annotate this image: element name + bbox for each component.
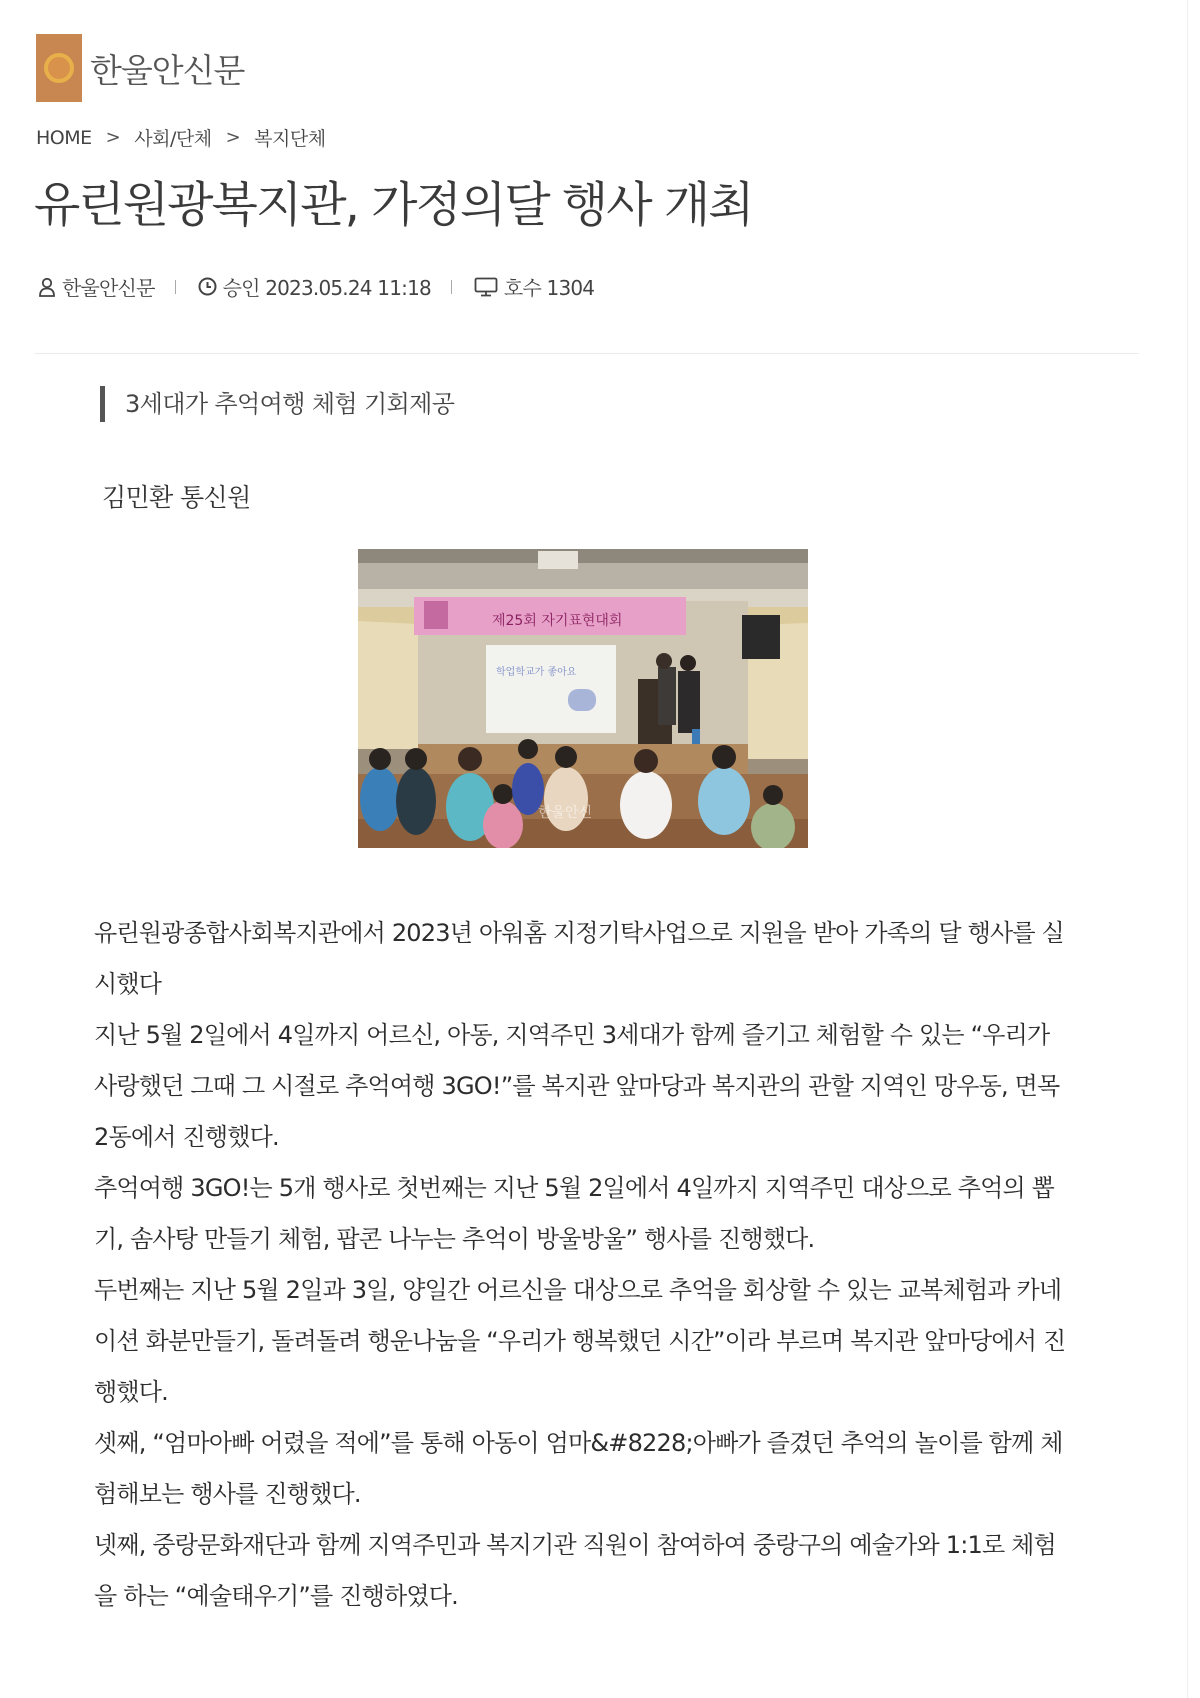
meta-approved (198, 272, 431, 301)
article-title: 유린원광복지관, 가정의달 행사 개최 (34, 177, 753, 233)
article-paragraph: 유린원광종합사회복지관에서 2023년 아워홈 지정기탁사업으로 지원을 받아 가족의 달 행사를 실시했다 (94, 919, 1064, 998)
meta-divider (175, 280, 176, 294)
meta-approved-text: 승인 2023.05.24 11:18 (222, 276, 431, 300)
scan-edge (1187, 0, 1188, 1698)
breadcrumb-section[interactable]: 사회/단체 (134, 128, 212, 150)
breadcrumb (36, 124, 326, 151)
breadcrumb-subsection[interactable]: 복지단체 (254, 128, 326, 150)
monitor-icon (474, 277, 498, 297)
article-byline: 김민환 통신원 (102, 483, 251, 512)
meta-author-text: 한울안신문 (62, 276, 155, 300)
photo-watermark: 한울안신 (538, 805, 593, 821)
article-subtitle: 3세대가 추억여행 체험 기회제공 (100, 386, 454, 422)
meta-divider (451, 280, 452, 294)
meta-issue-text: 호수 1304 (503, 276, 595, 300)
user-icon (38, 277, 56, 297)
meta-author (38, 272, 155, 301)
breadcrumb-home[interactable]: HOME (36, 126, 92, 149)
site-logo[interactable] (36, 34, 244, 102)
header-divider (34, 353, 1139, 354)
article-photo (358, 549, 808, 848)
logo-emblem-icon (36, 34, 82, 102)
meta-issue (474, 272, 594, 301)
logo-text: 한울안신문 (90, 50, 245, 90)
chevron-right-icon: > (105, 127, 121, 148)
screen-text: 학업학교가 좋아요 (496, 667, 577, 678)
event-photo-illustration (358, 549, 808, 848)
article-body (94, 908, 1070, 1622)
article-paragraph: 셋째, “엄마아빠 어렸을 적에”를 통해 아동이 엄마&#8228;아빠가 즐겼던 추억의 놀이를 함께 체험해보는 행사를 진행했다. (94, 1429, 1063, 1508)
article-paragraph: 넷째, 중랑문화재단과 함께 지역주민과 복지기관 직원이 참여하여 중랑구의 예술가와 1:1로 체험을 하는 “예술태우기”를 진행하였다. (94, 1531, 1056, 1610)
article-paragraph: 추억여행 3GO!는 5개 행사로 첫번째는 지난 5월 2일에서 4일까지 지역주민 대상으로 추억의 뽑기, 솜사탕 만들기 체험, 팝콘 나누는 추억이 방울방울” 행사를 진행했다. (94, 1174, 1055, 1253)
article-meta (38, 272, 594, 301)
chevron-right-icon: > (225, 127, 241, 148)
article-paragraph: 두번째는 지난 5월 2일과 3일, 양일간 어르신을 대상으로 추억을 회상할 수 있는 교복체험과 카네이션 화분만들기, 돌려돌려 행운나눔을 “우리가 행복했던 시간”이라 부르며 복지관 앞마당에서 진행했다. (94, 1276, 1066, 1406)
article-paragraph: 지난 5월 2일에서 4일까지 어르신, 아동, 지역주민 3세대가 함께 즐기고 체험할 수 있는 “우리가 사랑했던 그때 그 시절로 추억여행 3GO!”를 복지관 앞마당과 복지관의 관할 지역인 망우동, 면목2동에서 진행했다. (94, 1021, 1060, 1151)
banner-text: 제25회 자기표현대회 (492, 613, 623, 629)
clock-icon (198, 277, 217, 296)
